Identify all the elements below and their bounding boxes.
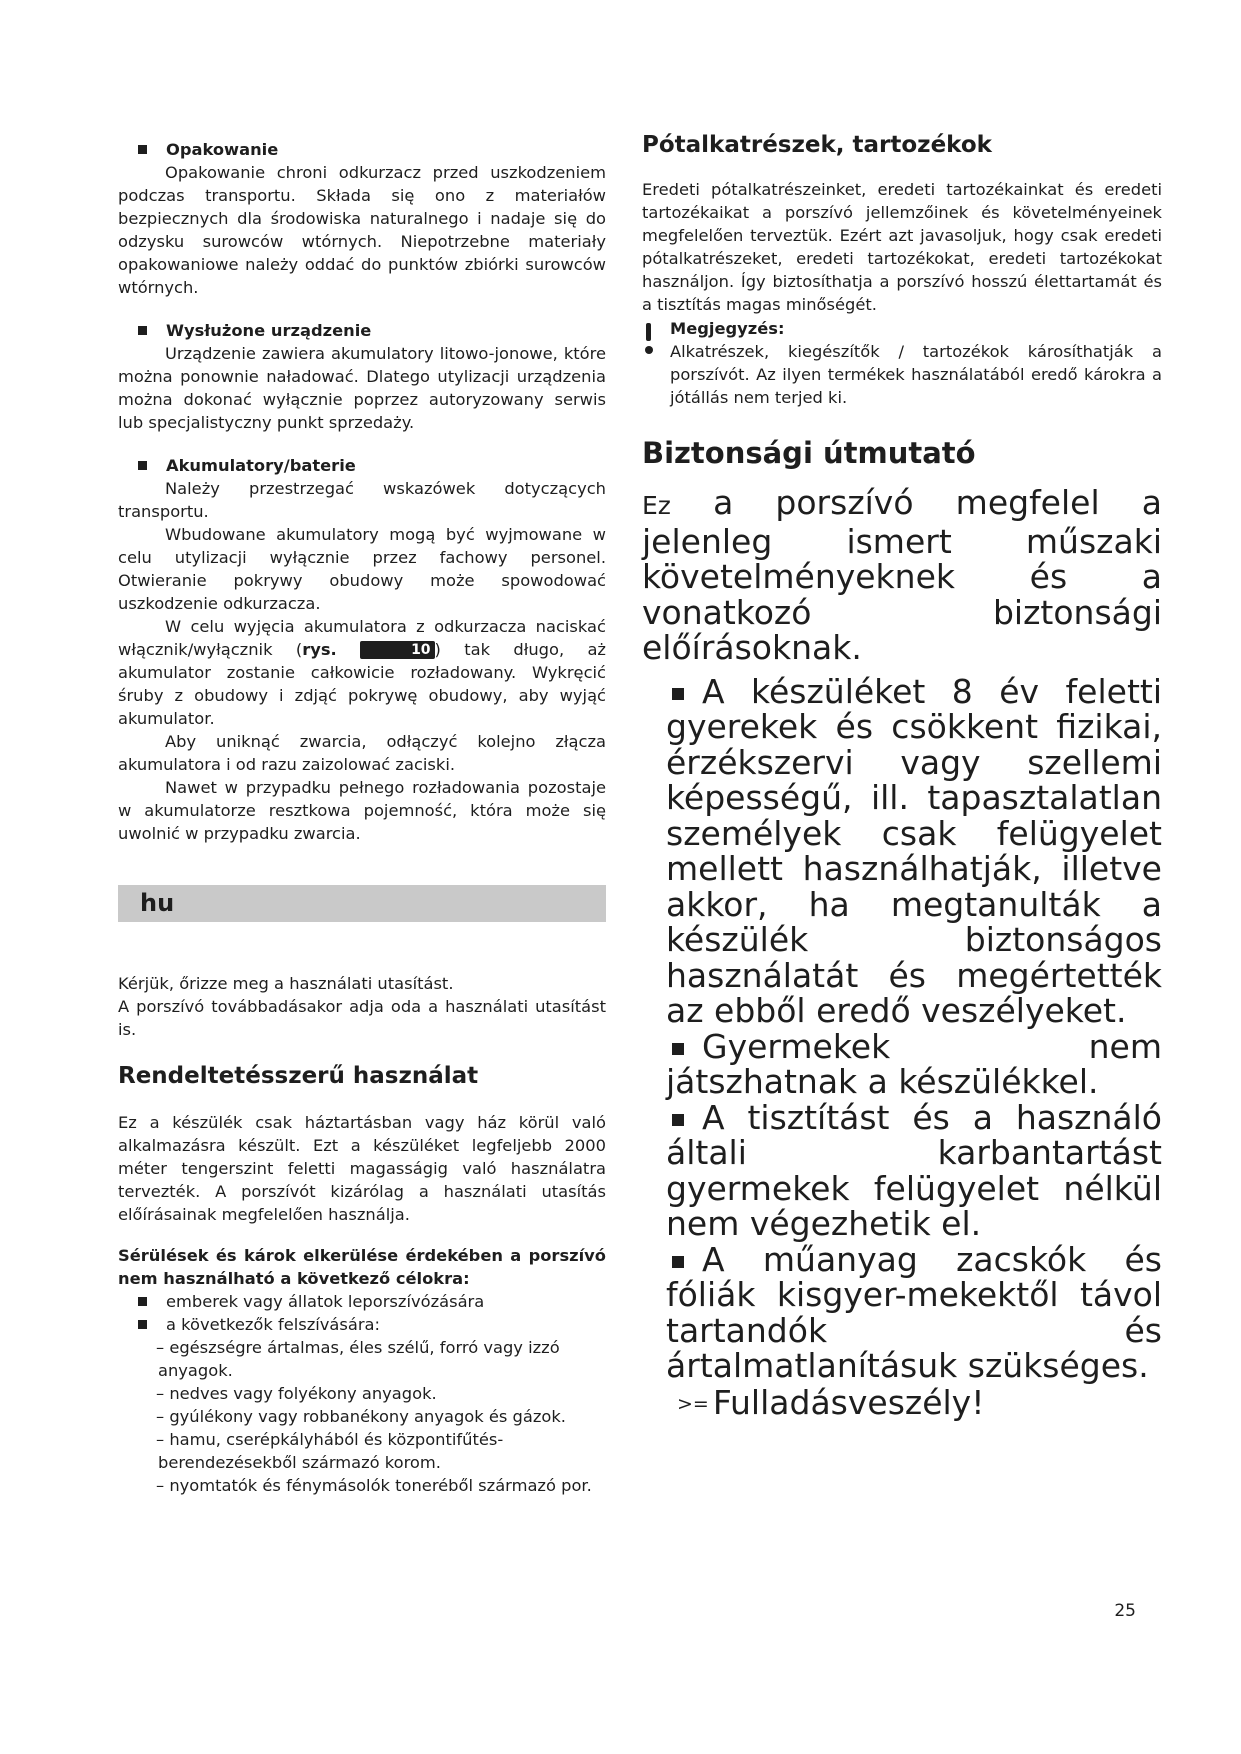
paragraph: Eredeti pótalkatrészeinket, eredeti tartozékainkat és eredeti tartozékaikat a porszívó jellemzőinek és követelményeinek megfelelően terveztük. Ezért azt javasoljuk, hogy csak eredeti pótalkatrészeket, eredeti tartozékokat, eredeti tartozékokat használjon. Így biztosíthatja a porszívó hosszú élettartamát és a tisztítás magas minőségét. [642,180,1162,314]
square-bullet-icon [138,1320,147,1329]
paragraph: Wbudowane akumulatory mogą być wyjmowane w celu utylizacji wyłącznie przez fachowy personel. Otwieranie pokrywy obudowy może spowodować uszkodzenie odkurzacza. [118,525,606,613]
paragraph: Nawet w przypadku pełnego rozładowania pozostaje w akumulatorze resztkowa pojemność, która może się uwolnić w przypadku zwarcia. [118,778,606,843]
square-bullet-icon [138,145,147,154]
paragraph: Opakowanie chroni odkurzacz przed uszkodzeniem podczas transportu. Składa się ono z materiałów bezpiecznych dla środowiska naturalnego i nadaje się do odzysku surowców wtórnych. Niepotrzebne materiały opakowaniowe należy oddać do punktów zbiórki surowców wtórnych. [118,163,606,297]
paragraph: Ez a készülék csak háztartásban vagy ház körül való alkalmazásra készült. Ezt a készüléket legfeljebb 2000 méter tengerszint feletti magasságig való használatra tervezték. A porszívót kizárólag a használati utasítás előírásainak megfelelően használja. [118,1113,606,1224]
note-box [642,318,1162,409]
square-bullet-icon [672,1256,684,1268]
left-column [118,138,606,1497]
dash-item: – nyomtatók és fénymásolók toneréből származó por. [156,1476,592,1495]
dash-item: – nedves vagy folyékony anyagok. [156,1384,437,1403]
square-bullet-icon [138,461,147,470]
intro-line: Kérjük, őrizze meg a használati utasítást. [118,974,454,993]
square-bullet-icon [672,1114,684,1126]
dash-item: – egészségre ártalmas, éles szélű, forró vagy izzó anyagok. [156,1338,560,1380]
language-section-bar: hu [118,885,606,922]
dash-item: – hamu, cserépkályhából és központifűtés-berendezésekből származó korom. [156,1430,504,1472]
arrow-symbol-icon: >= [677,1393,709,1415]
note-body: Alkatrészek, kiegészítők / tartozékok károsíthatják a porszívót. Az ilyen termékek használatából eredő károkra a jótállás nem terjed ki. [670,342,1162,407]
warning-line: >= Fulladásveszély! [677,1382,985,1422]
section-heading-potalk: Pótalkatrészek, tartozékok [642,132,992,158]
section-heading-rendeltetes: Rendeltetésszerű használat [118,1063,479,1089]
paragraph: Urządzenie zawiera akumulatory litowo-jonowe, które można ponownie naładować. Dlatego utylizacji urządzenia można dokonać wyłącznie poprzez autoryzowany serwis lub specjalistyczny punkt sprzedaży. [118,344,606,432]
page-number: 25 [1114,1601,1136,1621]
intro-line: A porszívó továbbadásakor adja oda a használati utasítást is. [118,997,606,1039]
safety-bullet: A műanyag zacskók és fóliák kisgyer-mekektől távol tartandók és ártalmatlanításuk szükséges. [666,1239,1162,1385]
list-item: a következők felszívására: [118,1313,606,1336]
square-bullet-icon [672,688,684,700]
bold-lead: Sérülések és károk elkerülése érdekében a porszívó nem használható a következő célokra: [118,1246,606,1288]
section-heading-biztonsagi: Biztonsági útmutató [642,436,976,470]
section-heading-opakowanie: Opakowanie [118,138,606,161]
safety-bullet: Gyermekek nem játszhatnak a készülékkel. [666,1026,1162,1101]
paragraph: Należy przestrzegać wskazówek dotyczących transportu. [118,479,606,521]
square-bullet-icon [138,1297,147,1306]
note-heading: Megjegyzés: [670,319,785,338]
right-column [642,130,1162,1423]
paragraph: Aby uniknąć zwarcia, odłączyć kolejno złącza akumulatora i od razu zaizolować zaciski. [118,732,606,774]
square-bullet-icon [672,1043,684,1055]
safety-intro: Ez a porszívó megfelel a jelenleg ismert műszaki követelményeknek és a vonatkozó biztonsági előírásoknak. [642,483,1162,667]
list-item: emberek vagy állatok leporszívózására [118,1290,606,1313]
section-heading-wysluzone: Wysłużone urządzenie [118,319,606,342]
dash-item: – gyúlékony vagy robbanékony anyagok és gázok. [156,1407,566,1426]
square-bullet-icon [138,326,147,335]
safety-bullet: A tisztítást és a használó általi karbantartást gyermekek felügyelet nélkül nem végezhetik el. [666,1097,1162,1243]
figure-ref-badge: 10 [360,641,434,659]
figure-ref-label: rys. [302,640,337,659]
section-heading-akumulatory: Akumulatory/baterie [118,454,606,477]
safety-bullet: A készüléket 8 év feletti gyerekek és csökkent fizikai, érzékszervi vagy szellemi képességű, ill. tapasztalatlan személyek csak felügyelet mellett használhatják, illetve akkor, ha megtanulták a készülék biztonságos használatát és megértették az ebből eredő veszélyeket. [666,671,1162,1030]
paragraph: W celu wyjęcia akumulatora z odkurzacza naciskać włącznik/wyłącznik (rys. 10 ) tak długo, aż akumulator zostanie całkowicie rozładowany. Wykręcić śruby z obudowy i zdjąć pokrywę obudowy, aby wyjąć akumulator. [118,617,606,728]
